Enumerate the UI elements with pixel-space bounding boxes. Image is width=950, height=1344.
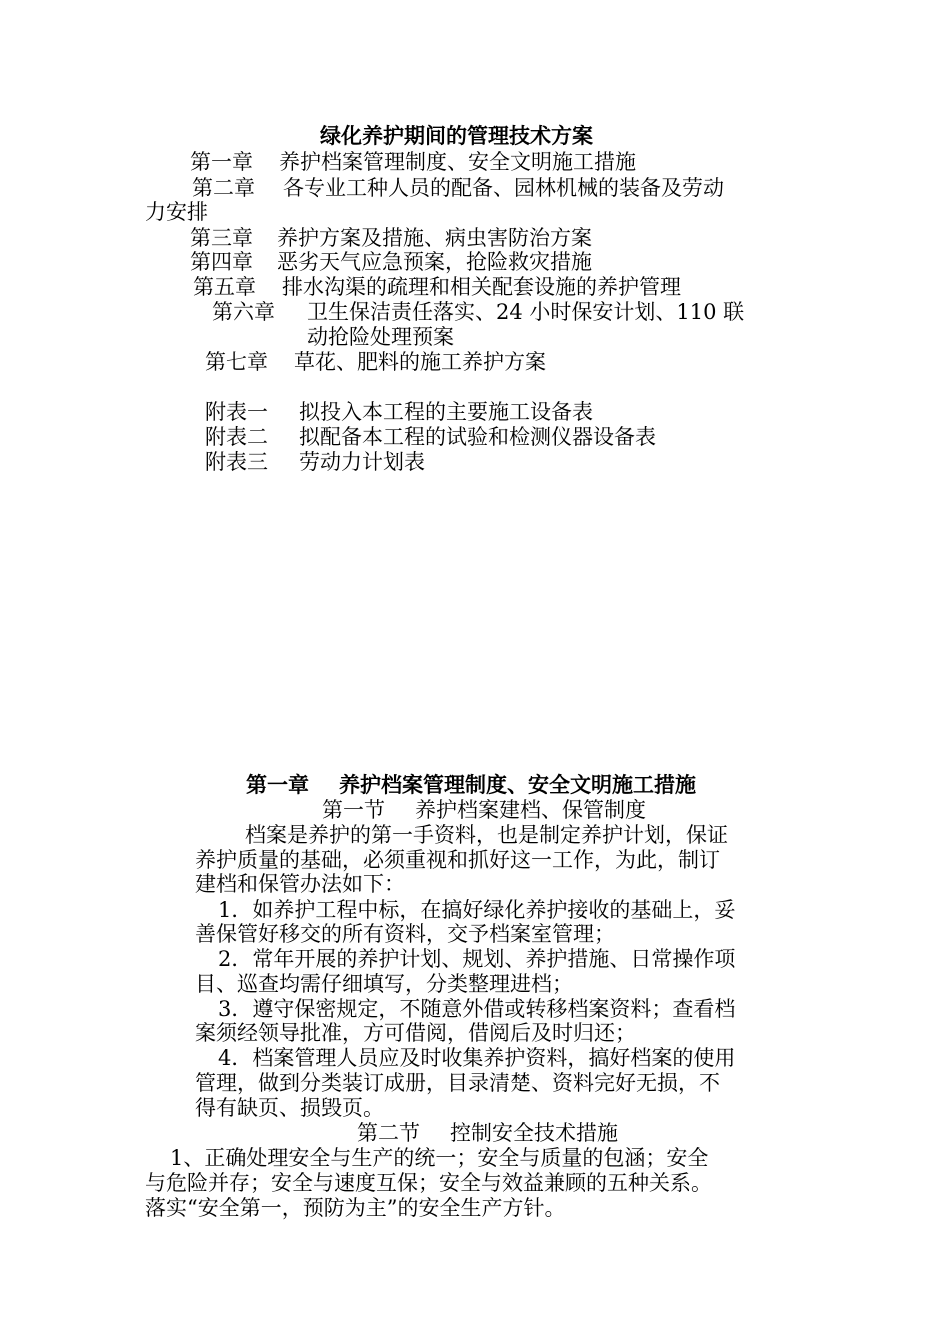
toc-item-ch6-continuation: 动抢险处理预案 [307,325,454,349]
section-num: 第一节 [322,798,385,822]
chapter-title: 养护档案管理制度、安全文明施工措施 [339,772,696,797]
list-item-line: 2．常年开展的养护计划、规划、养护措施、日常操作项 [218,947,736,971]
toc-num: 第四章 [190,250,253,274]
section-title: 控制安全技术措施 [450,1121,618,1145]
toc-item-ch4 [190,250,592,274]
toc-title: 恶劣天气应急预案，抢险救灾措施 [277,250,592,274]
list-item-line: 管理，做到分类装订成册，目录清楚、资料完好无损，不 [195,1071,720,1095]
toc-item-ch2-continuation: 力安排 [145,200,208,224]
toc-item-ch3 [190,226,592,250]
list-item-line: 目、巡查均需仔细填写，分类整理进档； [195,972,573,996]
toc-title: 养护方案及措施、病虫害防治方案 [277,226,592,250]
toc-num: 附表二 [205,425,268,449]
toc-title: 排水沟渠的疏理和相关配套设施的养护管理 [282,275,681,299]
paragraph-line: 1、正确处理安全与生产的统一；安全与质量的包涵；安全 [170,1146,709,1170]
toc-item-ch5 [193,275,681,299]
section-heading-1 [322,798,646,822]
paragraph-line: 与危险并存；安全与速度互保；安全与效益兼顾的五种关系。 [145,1171,712,1195]
toc-title: 拟投入本工程的主要施工设备表 [299,400,593,424]
toc-title: 各专业工种人员的配备、园林机械的装备及劳动 [283,176,724,200]
toc-title: 拟配备本工程的试验和检测仪器设备表 [299,425,656,449]
section-title: 养护档案建档、保管制度 [415,798,646,822]
list-item-line: 4．档案管理人员应及时收集养护资料，搞好档案的使用 [218,1046,736,1070]
chapter-num: 第一章 [246,772,309,797]
toc-num: 附表一 [205,400,268,424]
section-num: 第二节 [357,1121,420,1145]
toc-item-ch6 [212,300,744,324]
chapter-heading [246,773,696,797]
paragraph-line: 养护质量的基础，必须重视和抓好这一工作，为此，制订 [195,848,720,872]
list-item-line: 3．遵守保密规定，不随意外借或转移档案资料；查看档 [218,997,736,1021]
toc-appendix-1 [205,400,593,424]
toc-num: 第三章 [190,226,253,250]
list-item-line: 善保管好移交的所有资料，交予档案室管理； [195,922,615,946]
toc-title: 草花、肥料的施工养护方案 [294,350,546,374]
toc-appendix-2 [205,425,656,449]
toc-num: 第七章 [205,350,268,374]
toc-num: 第一章 [190,150,253,174]
toc-title: 卫生保洁责任落实、24 小时保安计划、110 联 [307,300,745,324]
paragraph-line: 档案是养护的第一手资料，也是制定养护计划，保证 [245,823,728,847]
toc-title: 养护档案管理制度、安全文明施工措施 [279,150,636,174]
toc-num: 附表三 [205,450,268,474]
toc-num: 第五章 [193,275,256,299]
list-item-line: 得有缺页、损毁页。 [195,1096,384,1120]
paragraph-line: 建档和保管办法如下： [195,872,405,896]
toc-appendix-3 [205,450,425,474]
toc-item-ch7 [205,350,546,374]
section-heading-2 [357,1121,618,1145]
toc-num: 第二章 [192,176,255,200]
list-item-line: 案须经领导批准，方可借阅，借阅后及时归还； [195,1021,636,1045]
toc-title: 劳动力计划表 [299,450,425,474]
document-title: 绿化养护期间的管理技术方案 [320,123,593,148]
paragraph-line: 落实“安全第一，预防为主”的安全生产方针。 [145,1196,566,1220]
toc-num: 第六章 [212,300,275,324]
list-item-line: 1．如养护工程中标，在搞好绿化养护接收的基础上，妥 [218,898,736,922]
toc-item-ch1 [190,150,636,174]
toc-item-ch2 [192,176,724,200]
